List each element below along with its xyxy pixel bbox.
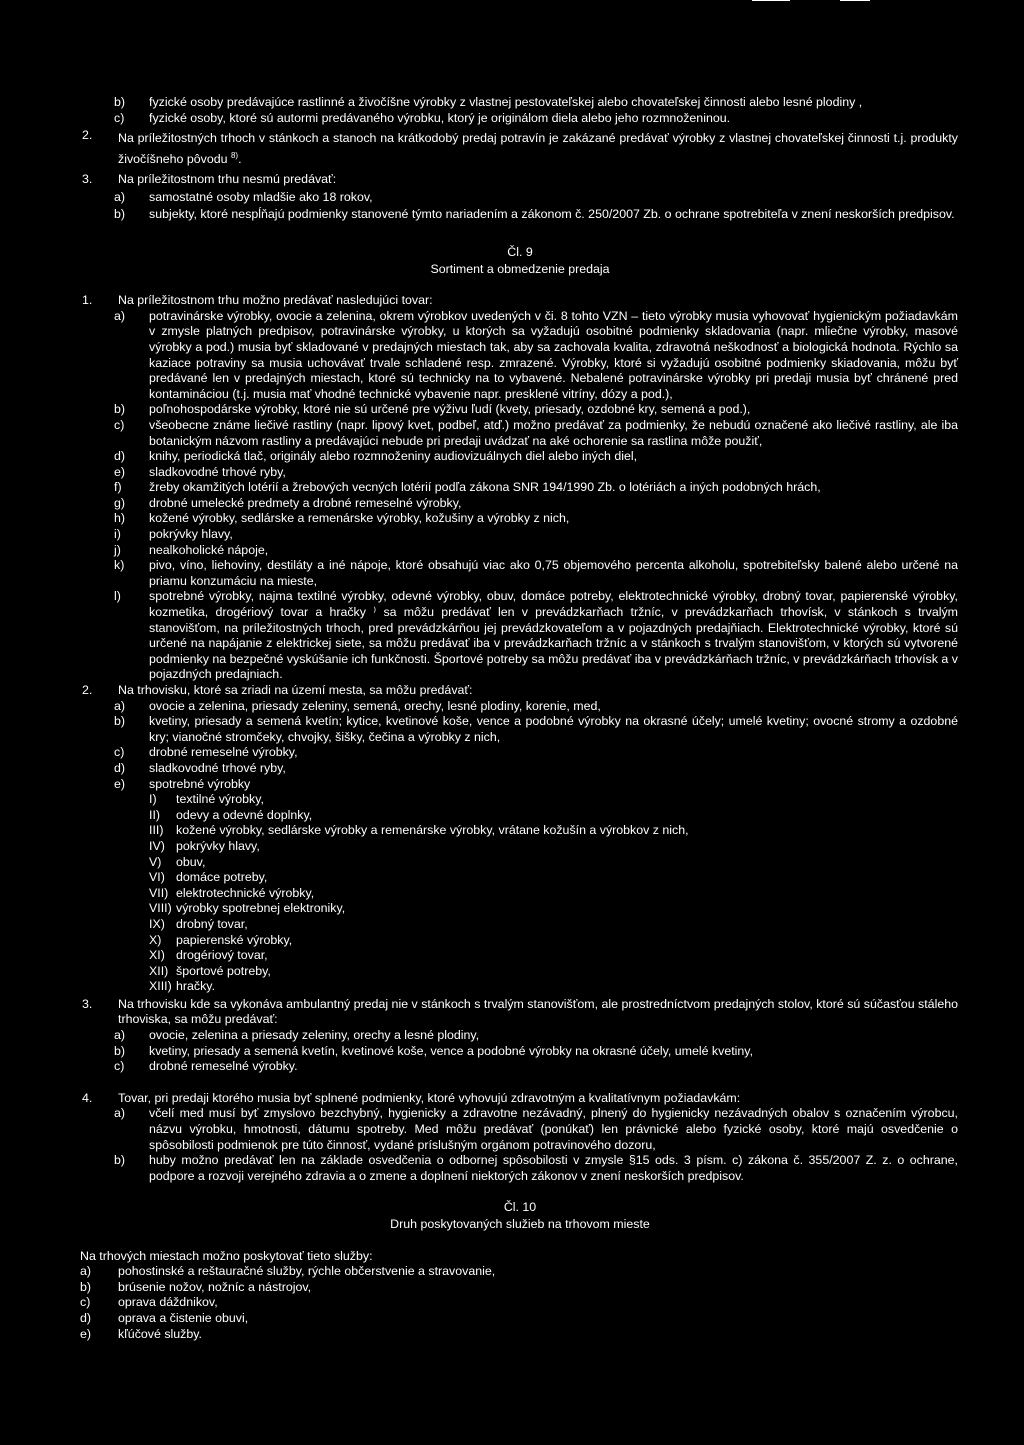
list-item: a) ovocie a zelenina, priesady zeleniny, semená, orechy, lesné plodiny, korenie, med, bbox=[114, 698, 601, 713]
top-edge-line bbox=[840, 0, 870, 1]
paragraph-3: 3. Na trhovisku kde sa vykonáva ambulantný predaj nie v stánkoch s trvalým stanovišťom, ale prostredníctvom predajných stolov, ktoré sú súčasťou stáleho trhoviska, sa môžu predávať: bbox=[82, 996, 958, 1027]
list-item: e) kľúčové služby. bbox=[80, 1326, 202, 1341]
sub-list-item: XII) športové potreby, bbox=[149, 963, 271, 978]
list-item: g) drobné umelecké predmety a drobné remeselné výrobky, bbox=[114, 495, 462, 510]
list-item: b) poľnohospodárske výrobky, ktoré nie sú určené pre výživu ľudí (kvety, priesady, ozdobné kry, semená a pod.), bbox=[114, 402, 751, 417]
document-page bbox=[82, 95, 958, 1342]
list-item: e) sladkovodné trhové ryby, bbox=[114, 464, 286, 479]
list-item: a) včelí med musí byť zmyslovo bezchybný, hygienicky a zdravotne nezávadný, plnený do hygienicky nezávadných obalov s označením výrobcu, názvu výrobku, hmotnosti, dátumu spotreby. Med môžu predávať (ponúkať) len právnické alebo fyzické osoby, ktoré majú osvedčenie o spôsobilosti podmienok pre túto činnosť, vydané príslušným orgánom potravinového dozoru, bbox=[114, 1106, 958, 1152]
paragraph-3: 3. Na príležitostnom trhu nesmú predávať: bbox=[82, 172, 337, 187]
article-heading: Čl. 10 bbox=[503, 1200, 537, 1215]
sub-list-item: IV) pokrývky hlavy, bbox=[149, 838, 260, 853]
list-item: e) spotrebné výrobky bbox=[114, 776, 251, 791]
list-item: c) drobné remeselné výrobky. bbox=[114, 1059, 298, 1074]
list-item: a) pohostinské a reštauračné služby, rýchle občerstvenie a stravovanie, bbox=[80, 1264, 496, 1279]
list-item: a) ovocie, zelenina a priesady zeleniny, orechy a lesné plodiny, bbox=[114, 1028, 480, 1043]
list-item: d) oprava a čistenie obuvi, bbox=[80, 1310, 249, 1325]
list-item: c) všeobecne známe liečivé rastliny (napr. lipový kvet, podbeľ, atď.) možno predávať za podmienky, že nebudú označené ako liečivé rastliny, ale iba botanickým názvom rastliny a predávajúci nebude pri predaji uvádzať na aké ochorenie sa rastlina môže použiť, bbox=[114, 417, 958, 448]
sub-list-item: I) textilné výrobky, bbox=[149, 792, 264, 807]
list-item: d) sladkovodné trhové ryby, bbox=[114, 760, 286, 775]
article-heading: Čl. 9 bbox=[507, 244, 533, 259]
list-item: c) oprava dáždnikov, bbox=[80, 1295, 218, 1310]
sub-list-item: VII) elektrotechnické výrobky, bbox=[149, 885, 315, 900]
services-intro: Na trhových miestach možno poskytovať tieto služby: bbox=[80, 1248, 373, 1263]
sub-list-item: IX) drobný tovar, bbox=[149, 916, 248, 931]
sub-list-item: VIII) výrobky spotrebnej elektroniky, bbox=[149, 901, 346, 916]
paragraph-1: 1. Na príležitostnom trhu možno predávať nasledujúci tovar: bbox=[82, 293, 433, 308]
list-item: c) fyzické osoby, ktoré sú autormi predávaného výrobku, ktorý je originálom diela alebo jeho rozmnoženinou. bbox=[114, 110, 731, 125]
list-item: j) nealkoholické nápoje, bbox=[114, 542, 269, 557]
list-item: l) spotrebné výrobky, najma textilné výrobky, odevné výrobky, obuv, domáce potreby, elektrotechnické výrobky, drobný tovar, papierenské výrobky, kozmetika, drogériový tovar a hračky ⁾ sa môžu predávať len v prevádzkarňach tržníc, v prevádzkarňach trhovísk, v stánkoch s trvalým stanovišťom, na príležitostných trhoch, pred prevádzkárňou jej prevádzkovateľom a v pojazdných predajňiach. Elektrotechnické výrobky, ktoré sú určené na napájanie z elektrickej siete, sa môžu predávať iba v prevádzkarňach tržníc a v stánkoch s trvalým stanovišťom, v ktorých sú vytvorené podmienky na bezpečné vyskúšanie ich funkčnosti. Športové potreby sa môžu predávať iba v prevádzkárňach tržníc, v prevádzkárňach trhovísk a v pojazdných predajniach. bbox=[114, 589, 958, 682]
paragraph-2: 2. Na príležitostných trhoch v stánkoch a stanoch na krátkodobý predaj potravín je zakázané predávať výrobky z vlastnej chovateľskej činnosti t.j. produkty živočíšneho pôvodu $^{8)}$. bbox=[82, 128, 958, 167]
list-item: b) subjekty, ktoré nespĺňajú podmienky stanovené týmto nariadením a zákonom č. 250/2007 Zb. o ochrane spotrebiteľa v znení neskorších predpisov. bbox=[114, 207, 955, 222]
list-item: a) samostatné osoby mladšie ako 18 rokov, bbox=[114, 189, 373, 204]
paragraph-4: 4. Tovar, pri predaji ktorého musia byť splnené podmienky, ktoré vyhovujú zdravotným a kvalitatívnym požiadavkám: bbox=[82, 1090, 741, 1105]
list-item: c) drobné remeselné výrobky, bbox=[114, 745, 298, 760]
list-item: b) brúsenie nožov, nožníc a nástrojov, bbox=[80, 1279, 312, 1294]
sub-list-item: II) odevy a odevné doplnky, bbox=[149, 807, 313, 822]
list-item: f) žreby okamžitých lotérií a žrebových vecných lotérií podľa zákona SNR 194/1990 Zb. o lotériách a iných podobných hrách, bbox=[114, 480, 821, 495]
list-item: b) huby možno predávať len na základe osvedčenia o odbornej spôsobilosti v zmysle §15 ods. 3 písm. c) zákona č. 355/2007 Z. z. o ochrane, podpore a rozvoji verejného zdravia a o zmene a doplnení niektorých zákonov v znení neskorších predpisov. bbox=[114, 1153, 958, 1183]
list-item: a) potravinárske výrobky, ovocie a zelenina, okrem výrobkov uvedených v či. 8 tohto VZN – tieto výrobky musia vyhovovať hygienickým požiadavkám v zmysle platných predpisov, potravinárske výrobky, u ktorých sa vyžadujú osobitné podmienky skladovania (napr. mliečne výrobky, masové výrobky a pod.) musia byť skladované v predajných miestach tak, aby sa zachovala kvalita, zdravotná neškodnosť a biologická hodnota. Rýchlo sa kaziace potraviny sa musia uchovávať trvale schladené resp. zmrazené. Výrobky, ktoré si vyžadujú osobitné podmienky skiadovania, môžu byť predávané len v predajných miestach, ktoré sú technicky na to vybavené. Nebalené potravinárske výrobky pri predaji musia byť chránené pred kontamináciou (t.j. musia mať vhodné technické vybavenie napr. presklené vitríny, dózy a pod.), bbox=[114, 308, 958, 401]
sub-list-item: V) obuv, bbox=[149, 854, 206, 869]
article-title: Druh poskytovaných služieb na trhovom mieste bbox=[390, 1217, 650, 1231]
list-item: k) pivo, víno, liehoviny, destiláty a iné nápoje, ktoré obsahujú viac ako 0,75 objemového percenta alkoholu, spotrebiteľsky balené alebo určené na priamu konzumáciu na mieste, bbox=[114, 558, 958, 588]
sub-list-item: XI) drogériový tovar, bbox=[149, 948, 268, 963]
list-item: b) fyzické osoby predávajúce rastlinné a živočíšne výrobky z vlastnej pestovateľskej alebo chovateľskej činnosti alebo lesné plodiny , bbox=[114, 95, 863, 109]
list-item: d) knihy, periodická tlač, originály alebo rozmnoženiny audiovizuálnych diel alebo iných diel, bbox=[114, 449, 638, 464]
list-item: b) kvetiny, priesady a semená kvetín, kvetinové koše, vence a podobné výrobky na okrasné účely, umelé kvetiny, bbox=[114, 1043, 754, 1058]
sub-list-item: X) papierenské výrobky, bbox=[149, 932, 293, 947]
list-item: b) kvetiny, priesady a semená kvetín; kytice, kvetinové koše, vence a podobné výrobky na okrasné účely; umelé kvetiny; ovocné stromy a ozdobné kry; vianočné stromčeky, chvojky, šišky, čečina a výrobky z nich, bbox=[114, 714, 958, 744]
list-item: i) pokrývky hlavy, bbox=[114, 527, 233, 542]
sub-list-item: VI) domáce potreby, bbox=[149, 870, 268, 885]
sub-list-item: III) kožené výrobky, sedlárske výrobky a remenárske výrobky, vrátane kožušín a výrobkov z nich, bbox=[149, 823, 689, 838]
article-title: Sortiment a obmedzenie predaja bbox=[430, 261, 610, 276]
paragraph-2: 2. Na trhovisku, ktoré sa zriadi na území mesta, sa môžu predávať: bbox=[82, 683, 473, 697]
list-item: h) kožené výrobky, sedlárske a remenárske výrobky, kožušiny a výrobky z nich, bbox=[114, 511, 570, 526]
top-edge-line bbox=[752, 0, 790, 1]
sub-list-item: XIII) hračky. bbox=[149, 979, 216, 994]
